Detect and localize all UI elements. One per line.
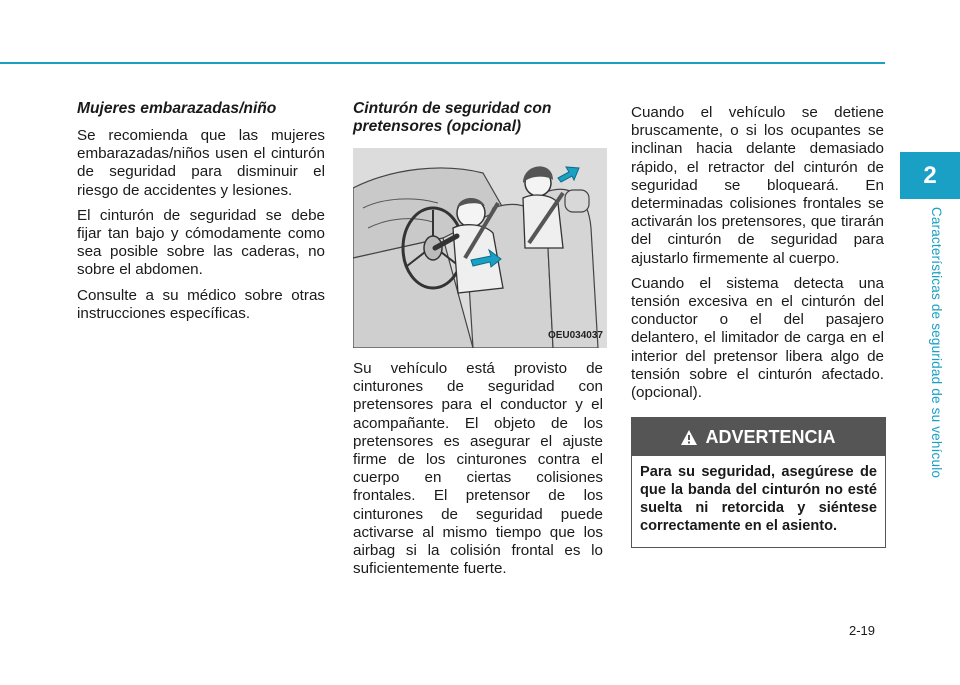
warning-triangle-icon: [681, 430, 697, 445]
column-pretensioners: [353, 100, 603, 585]
paragraph: Se recomienda que las mujeres embarazadas/niños usen el cinturón de seguridad para disminuir el riesgo de accidentes y lesiones.: [77, 127, 325, 199]
section-number-tab: 2: [900, 152, 960, 199]
paragraph: El cinturón de seguridad se debe fijar tan bajo y cómodamente como sea posible sobre las caderas, no sobre el abdomen.: [77, 206, 325, 279]
paragraph: Consulte a su médico sobre otras instrucciones específicas.: [77, 286, 325, 322]
column-pregnant-women: [77, 100, 325, 330]
warning-text: Para su seguridad, asegúrese de que la banda del cinturón no esté suelta ni retorcida y siéntese correctamente en el asiento.: [640, 464, 877, 535]
warning-box: [631, 417, 886, 548]
warning-header: [632, 418, 885, 456]
warning-title: ADVERTENCIA: [705, 427, 836, 448]
heading-pretensioners: Cinturón de seguridad con pretensores (opcional): [353, 100, 552, 135]
paragraph: Su vehículo está provisto de cinturones de seguridad con pretensores para el conductor y el acompañante. El objeto de los pretensores es asegurar el ajuste firme de los cinturones contra el cuerpo en ciertas colisiones frontales. El pretensor de los cinturones de seguridad puede activarse al mismo tiempo que los airbag si la colisión frontal es lo suficientemente fuerte.: [353, 360, 603, 578]
pretensioner-illustration: [353, 148, 607, 348]
section-side-title: [929, 200, 945, 485]
paragraph: Cuando el sistema detecta una tensión excesiva en el cinturón del conductor o el del pasajero delantero, el limitador de carga en el interior del pretensor libera algo de tensión sobre el cinturón afectado. (opcional).: [631, 274, 884, 402]
paragraph: Cuando el vehículo se detiene bruscamente, o si los ocupantes se inclinan hacia delante demasiado rápido, el retractor del cinturón de seguridad se bloqueará. En determinadas colisiones frontales se activarán los pretensores, que tirarán del cinturón de seguridad para ajustarlo firmemente al cuerpo.: [631, 104, 884, 267]
column-retractor: [631, 104, 884, 548]
heading-pregnant-women: Mujeres embarazadas/niño: [77, 100, 277, 117]
page-number: 2-19: [849, 623, 876, 638]
figure-code: OEU034037: [547, 329, 603, 341]
header-rule: [0, 62, 885, 64]
section-title: Características de seguridad de su vehículo: [929, 206, 945, 479]
